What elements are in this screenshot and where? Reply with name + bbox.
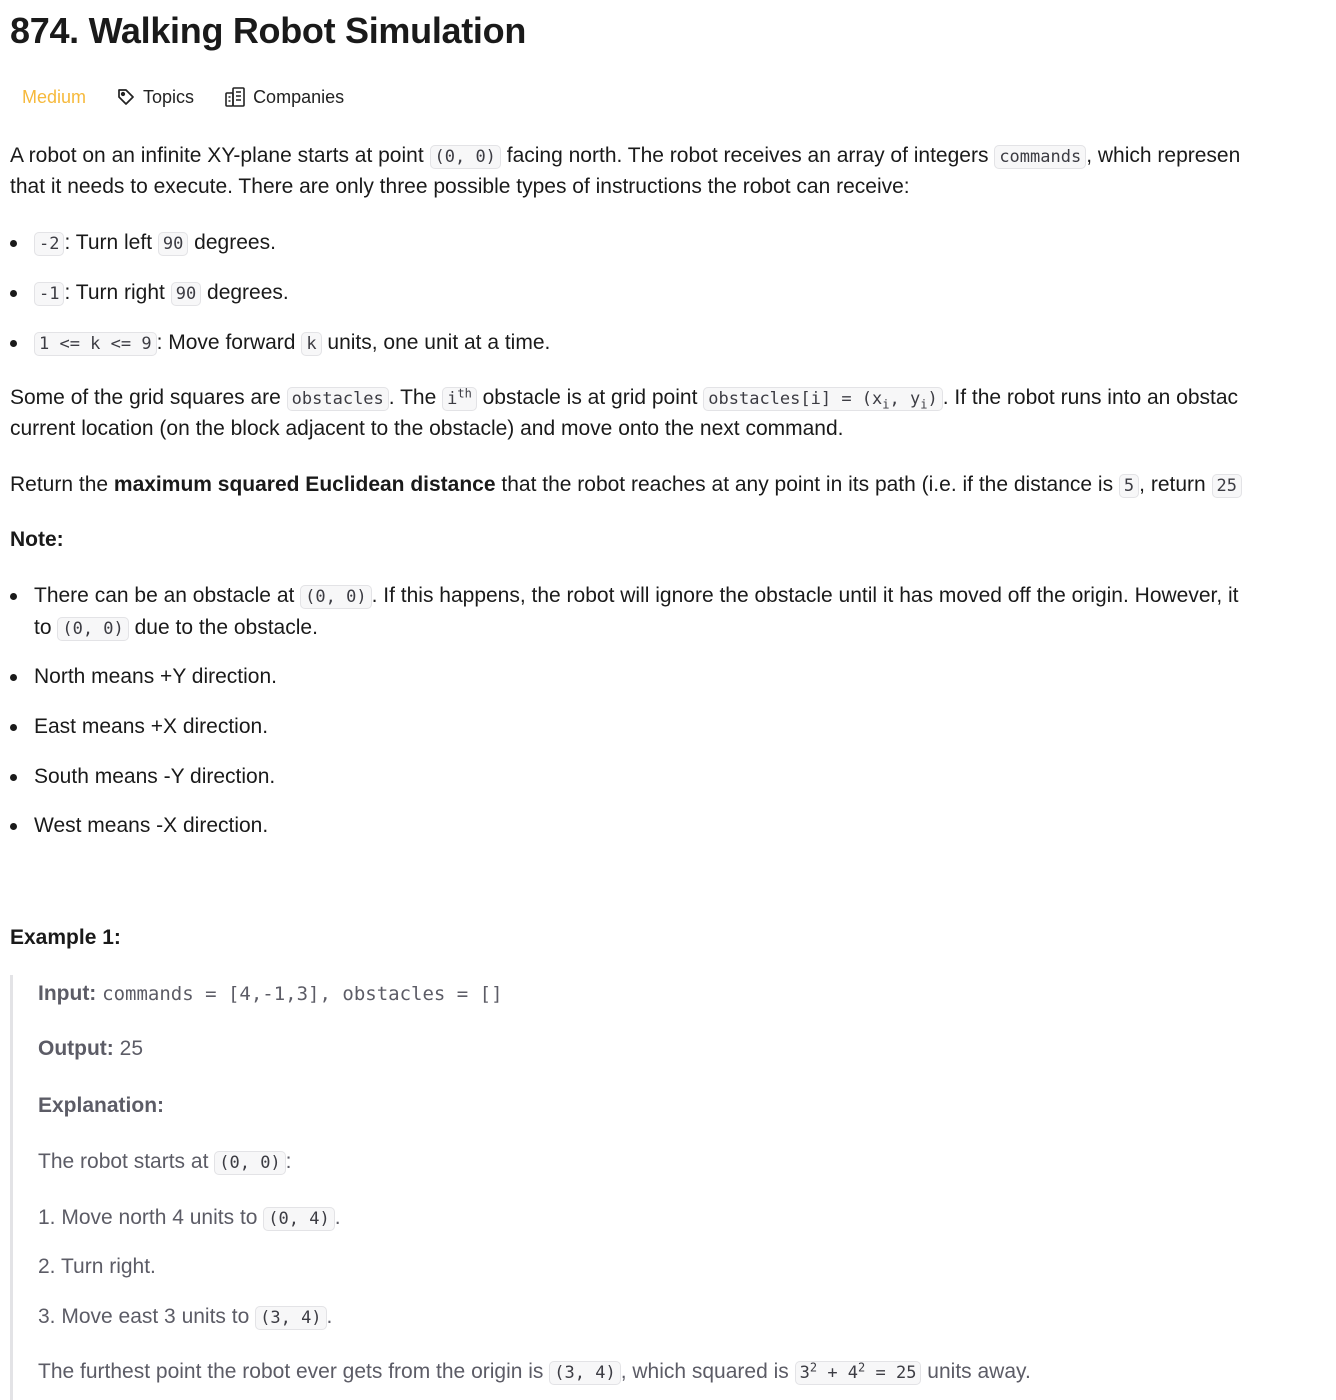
difficulty-badge: Medium xyxy=(22,86,87,107)
page-title: 874. Walking Robot Simulation xyxy=(10,10,527,51)
explanation-step: 2. Turn right. xyxy=(38,1255,156,1278)
tag-bar xyxy=(10,80,358,114)
example-input: Input: commands = [4,-1,3], obstacles = [] xyxy=(38,982,503,1005)
topics-button[interactable] xyxy=(98,87,208,108)
explanation-step: 1. Move north 4 units to (0, 4) . xyxy=(38,1206,341,1229)
companies-label: Companies xyxy=(253,86,345,107)
explanation-step: 3. Move east 3 units to (3, 4) . xyxy=(38,1305,333,1328)
example-output: Output: 25 xyxy=(38,1037,143,1060)
inline-code: (0, 0) xyxy=(430,145,501,169)
building-icon xyxy=(224,86,246,108)
example-block xyxy=(10,975,1293,1400)
explanation-line: The robot starts at (0, 0) : xyxy=(38,1150,292,1173)
description-paragraph: Return the maximum squared Euclidean distance that the robot reaches at any point in its path (i.e. if the distance is 5 , return 25 xyxy=(10,469,1242,502)
explanation-conclusion: The furthest point the robot ever gets from the origin is (3, 4) , which squared is $3^2 + 4^2 = 25$ units away. xyxy=(38,1360,1031,1383)
companies-button[interactable] xyxy=(208,86,358,108)
example-explanation-label: Explanation: xyxy=(38,1094,165,1117)
description-paragraph-line2: that it needs to execute. There are only three possible types of instructions the robot can receive: xyxy=(10,175,910,198)
note-heading: Note: xyxy=(10,528,64,551)
description-paragraph-line2: current location (on the block adjacent to the obstacle) and move onto the next command. xyxy=(10,417,844,440)
topics-label: Topics xyxy=(143,86,195,107)
problem-description: 874. Walking Robot Simulation Medium Topics Companies A robot on an infinite XY-plane starts at point (0, 0) facing north. The robot receives an array of integers commands , which represen that it needs to execute. There are only three possible types of instructions the robot can receive: -2 : Turn left 90 degrees. -1 : Turn right 90 degrees. 1 <= k <= 9 : Move forward k units, one unit at a time. Some of the grid squares are obstacles . The $i^{th}$ obstacle is at grid point obstacles[i] = ($x_i$, $y_i$) . If the robot runs into an obstac current location (on the block adjacent to the obstacle) and move onto the next command. Return the maximum squared Euclidean distance that the robot reaches at any point in its path (i.e. if the distance is 5 , return 25 Note: There can be an obstacle at (0, 0) . If this happens, the robot will ignore the obstacle until it has moved off the origin. However, it to (0, 0) due to the obstacle. North means +Y direction. East means +X direction. South means -Y direction. West means -X direction. Example 1: Input: commands = [4,-1,3], obstacles = [] Output: 25 Explanation: The robot starts at (0, 0) : 1. Move north 4 units to (0, 4) . 2. Turn right. 3. Move east 3 units to (3, 4) . The furthest point the robot ever gets from the origin is (3, 4) , which squared is $3^2 + 4^2 = 25$ units away. xyxy=(0,0,1293,1400)
description-paragraph: Some of the grid squares are obstacles . The $i^{th}$ obstacle is at grid point obstacles[i] = ($x_i$, $y_i$) . If the robot runs into an obstac xyxy=(10,386,1239,412)
tag-icon xyxy=(116,87,136,107)
inline-code: commands xyxy=(994,145,1086,169)
example-heading: Example 1: xyxy=(10,926,121,949)
description-paragraph: A robot on an infinite XY-plane starts at point (0, 0) facing north. The robot receives an array of integers commands , which represen xyxy=(10,144,1241,167)
